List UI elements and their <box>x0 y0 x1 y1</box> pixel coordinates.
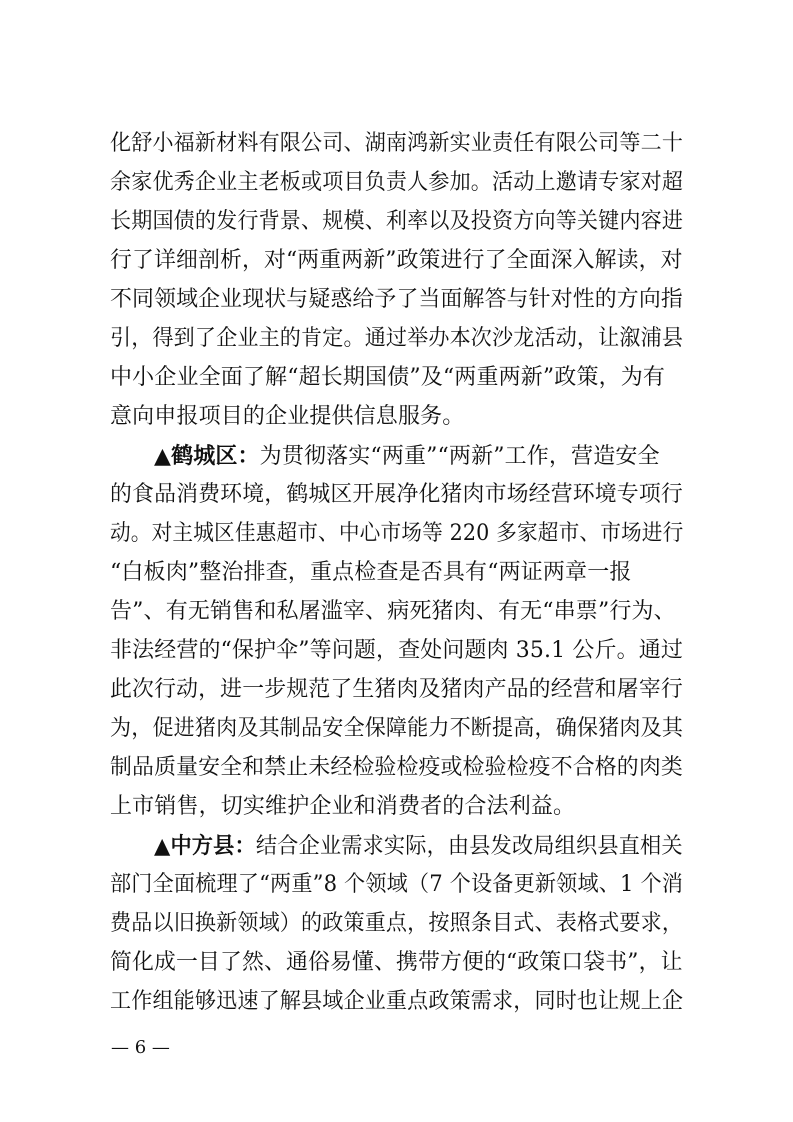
paragraph-line <box>110 982 683 1022</box>
line-text: 余家优秀企业主老板或项目负责人参加。活动上邀请专家对超 <box>110 170 684 195</box>
paragraph-line <box>110 865 683 905</box>
paragraph-line <box>110 358 665 398</box>
line-text: 为贯彻落实“两重”“两新”工作，营造安全 <box>259 444 660 469</box>
paragraph-line <box>110 904 683 944</box>
line-text: 的食品消费环境，鹤城区开展净化猪肉市场经营环境专项行 <box>110 482 683 507</box>
section-label: ▲鹤城区： <box>154 443 260 469</box>
line-text: 上市销售，切实维护企业和消费者的合法利益。 <box>110 794 576 819</box>
paragraph-line <box>110 709 683 749</box>
line-text: 长期国债的发行背景、规模、利率以及投资方向等关键内容进 <box>110 209 684 234</box>
paragraph-line <box>110 124 683 164</box>
paragraph-line <box>110 319 683 359</box>
line-text: 动。对主城区佳惠超市、中心市场等 220 多家超市、市场进行 <box>110 521 684 546</box>
page-number: — 6 — <box>111 1037 170 1058</box>
line-text: 费品以旧换新领域）的政策重点，按照条目式、表格式要求， <box>110 911 684 936</box>
paragraph-line <box>110 670 683 710</box>
line-text: 工作组能够迅速了解县域企业重点政策需求，同时也让规上企 <box>110 989 684 1014</box>
paragraph-line <box>154 826 683 866</box>
paragraph-line <box>110 943 683 983</box>
paragraph-line <box>110 475 683 515</box>
line-text: 为，促进猪肉及其制品安全保障能力不断提高，确保猪肉及其 <box>110 716 684 741</box>
line-text: 结合企业需求实际，由县发改局组织县直相关 <box>255 834 683 859</box>
line-text: 引，得到了企业主的肯定。通过举办本次沙龙活动，让溆浦县 <box>110 326 684 351</box>
line-text: 告”、有无销售和私屠滥宰、病死猪肉、有无“串票”行为、 <box>110 599 676 624</box>
line-text: 部门全面梳理了“两重”8 个领域（7 个设备更新领域、1 个消 <box>110 872 684 897</box>
paragraph-line <box>110 280 683 320</box>
paragraph-line <box>110 553 632 593</box>
paragraph-line <box>110 787 575 827</box>
line-text: 非法经营的“保护伞”等问题，查处问题肉 35.1 公斤。通过 <box>110 638 683 663</box>
paragraph-line <box>110 631 683 671</box>
line-text: 制品质量安全和禁止未经检验检疫或检验检疫不合格的肉类 <box>110 755 683 780</box>
paragraph-line <box>110 163 683 203</box>
paragraph-line <box>110 241 683 281</box>
line-text: 化舒小福新材料有限公司、湖南鸿新实业责任有限公司等二十 <box>110 131 684 156</box>
line-text: “白板肉”整治排查，重点检查是否具有“两证两章一报 <box>110 560 632 585</box>
paragraph-line <box>154 436 660 476</box>
line-text: 不同领域企业现状与疑惑给予了当面解答与针对性的方向指 <box>110 287 683 312</box>
paragraph-line <box>110 592 676 632</box>
paragraph-line <box>110 748 683 788</box>
line-text: 中小企业全面了解“超长期国债”及“两重两新”政策，为有 <box>110 365 666 390</box>
section-label: ▲中方县： <box>154 833 256 859</box>
paragraph-line <box>110 397 464 437</box>
paragraph-line <box>110 514 683 554</box>
line-text: 意向申报项目的企业提供信息服务。 <box>110 404 465 429</box>
line-text: 行了详细剖析，对“两重两新”政策进行了全面深入解读，对 <box>110 248 683 273</box>
line-text: 此次行动，进一步规范了生猪肉及猪肉产品的经营和屠宰行 <box>110 677 683 702</box>
line-text: 简化成一目了然、通俗易懂、携带方便的“政策口袋书”，让 <box>110 950 683 975</box>
paragraph-line <box>110 202 683 242</box>
